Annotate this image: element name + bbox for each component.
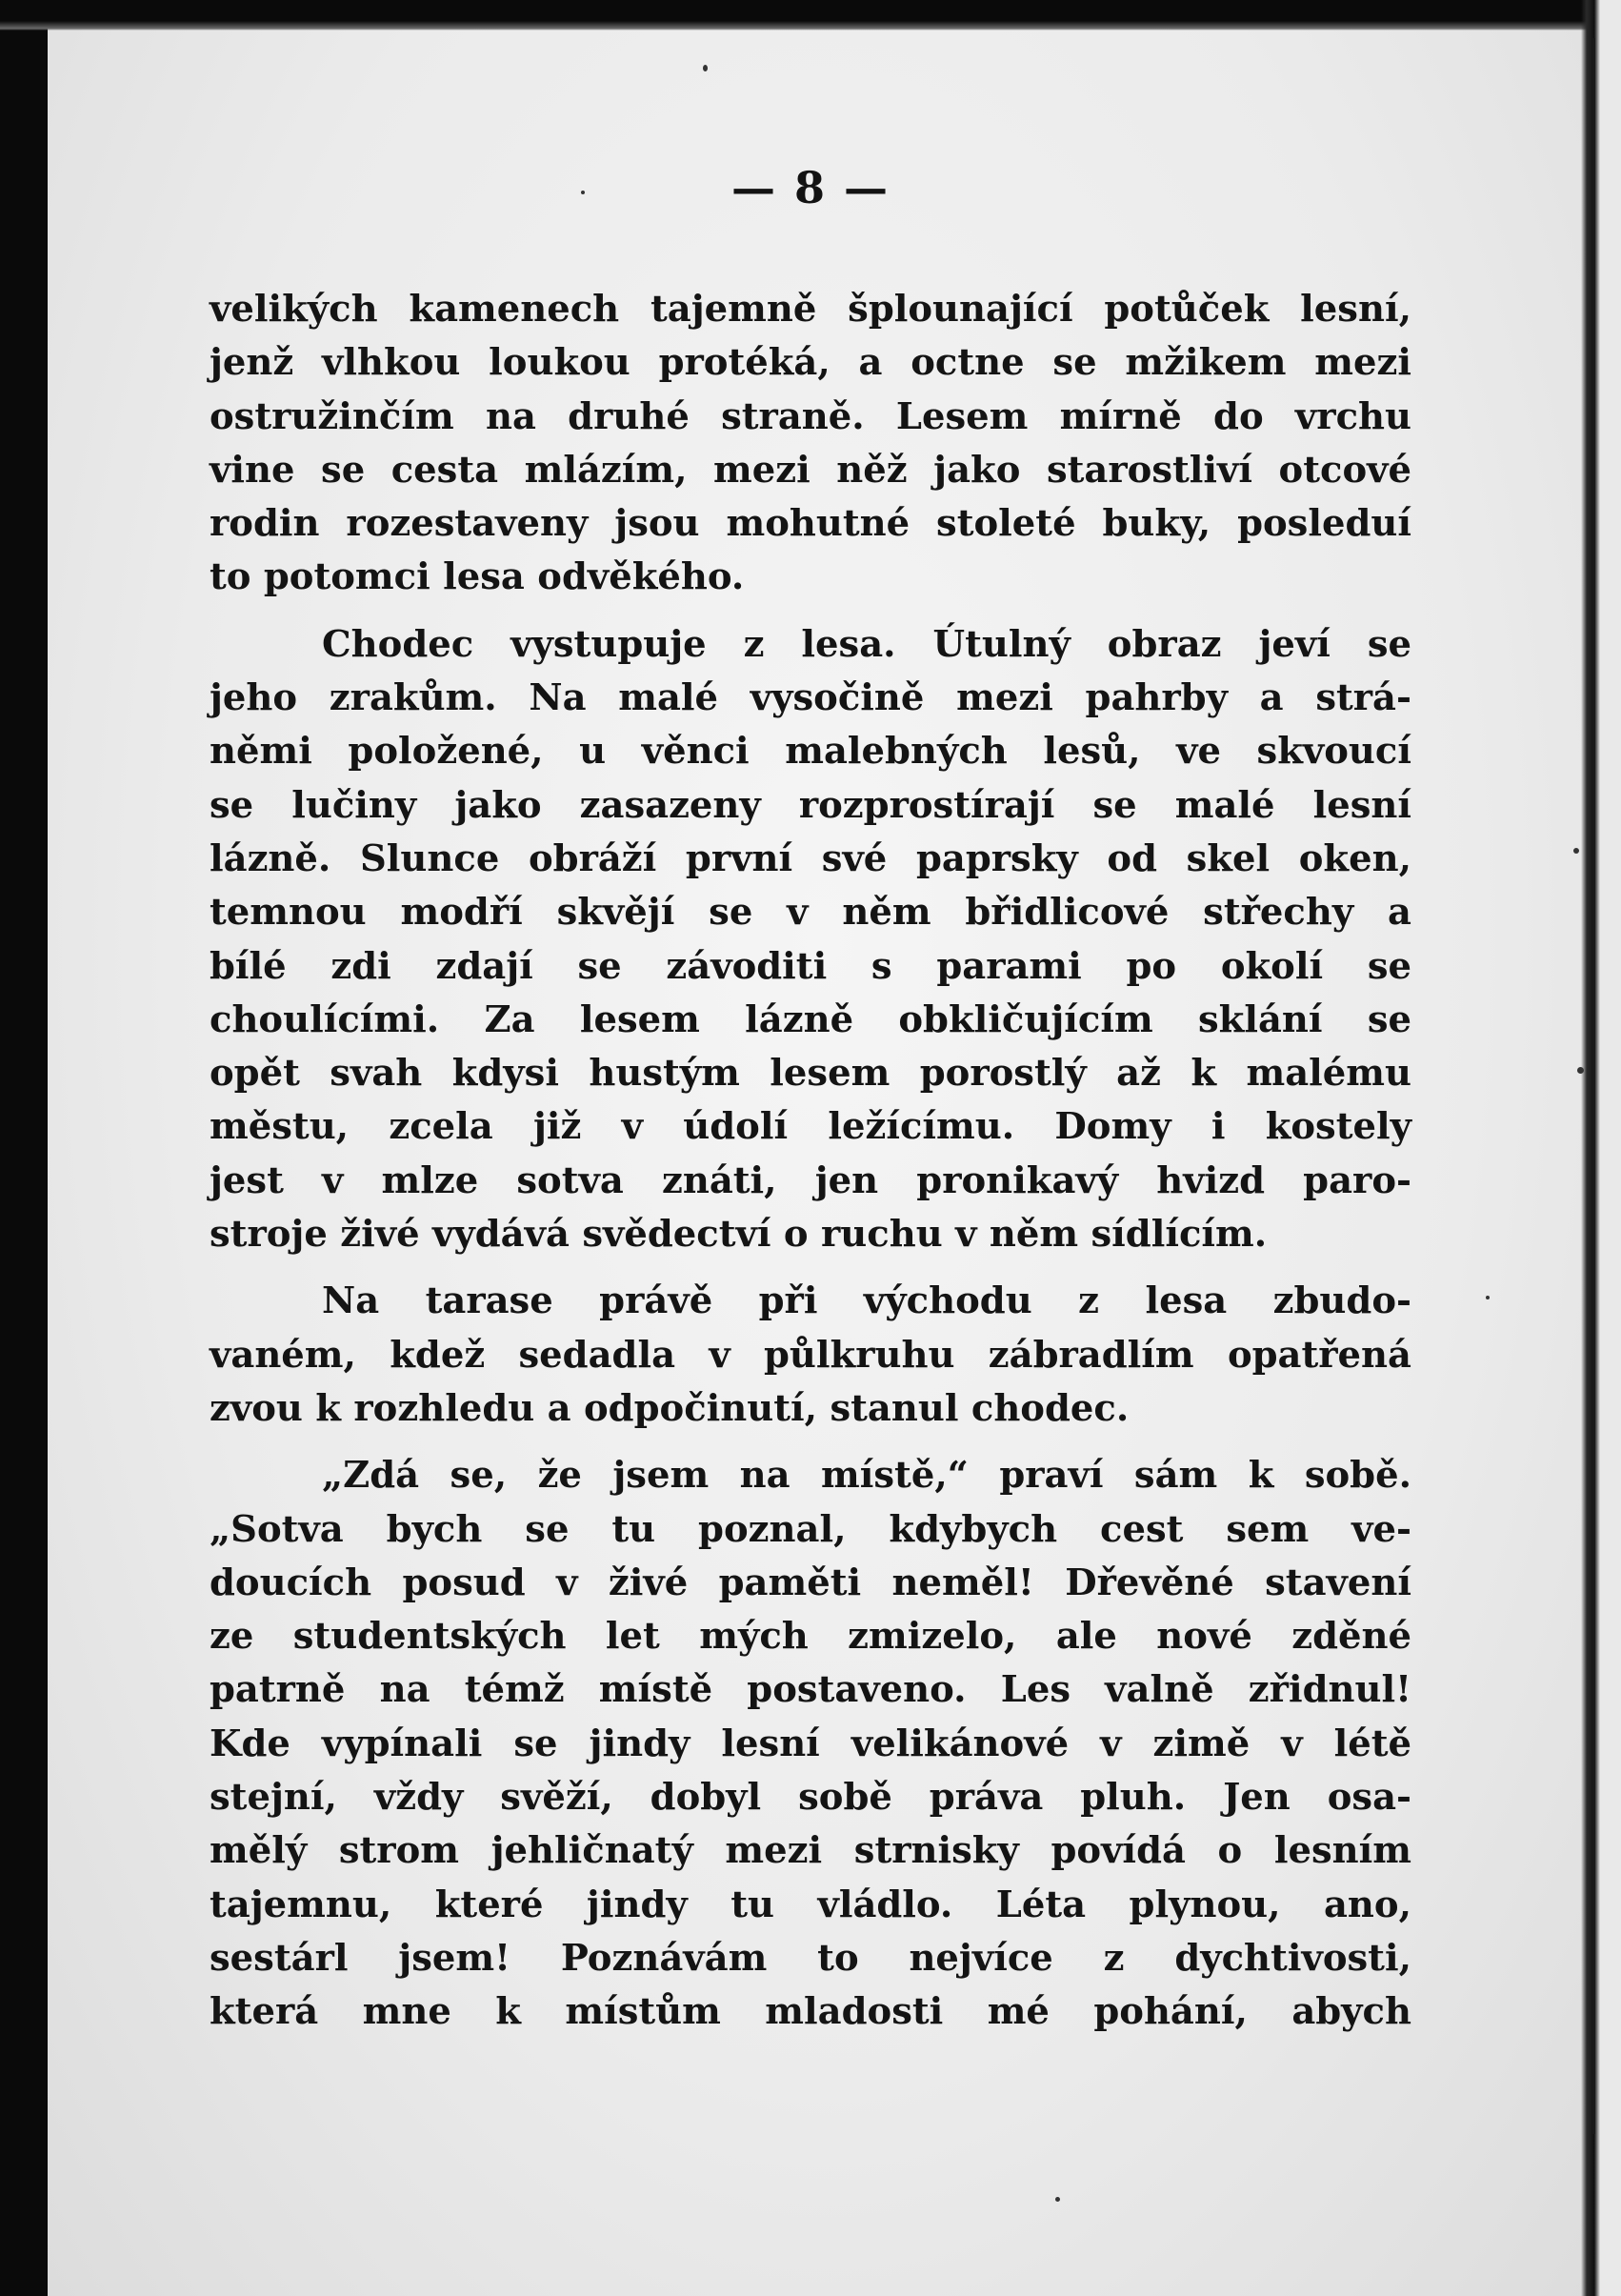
text-line: tajemnu, které jindy tu vládlo. Léta plynou, ano, xyxy=(210,1883,1411,1926)
text-line: která mne k místům mladosti mé pohání, abych xyxy=(210,1990,1411,2034)
scan-speck xyxy=(1055,2197,1060,2202)
text-line: stejní, vždy svěží, dobyl sobě práva pluh. Jen osa- xyxy=(210,1776,1411,1820)
scan-speck xyxy=(1486,1296,1490,1299)
scan-speck xyxy=(1577,1067,1584,1074)
text-line: vine se cesta mlázím, mezi něž jako starostliví otcové xyxy=(210,448,1411,492)
body-text xyxy=(210,283,1411,2040)
text-line: velikých kamenech tajemně šplounající potůček lesní, xyxy=(210,288,1411,331)
text-line: bílé zdi zdají se závoditi s parami po okolí se xyxy=(210,944,1411,988)
paragraph-3 xyxy=(210,1275,1411,1436)
paragraph-2 xyxy=(210,618,1411,1262)
text-line: Na tarase právě při východu z lesa zbudo- xyxy=(322,1279,1411,1323)
scan-right-border xyxy=(1581,0,1621,2296)
text-line: němi položené, u věnci malebných lesů, ve skvoucí xyxy=(210,730,1411,774)
scan-top-border xyxy=(0,0,1621,30)
text-line: Chodec vystupuje z lesa. Útulný obraz jeví se xyxy=(322,622,1411,666)
text-line: městu, zcela již v údolí ležícímu. Domy i kostely xyxy=(210,1105,1411,1149)
text-line: sestárl jsem! Poznávám to nejvíce z dychtivosti, xyxy=(210,1936,1411,1980)
paragraph-1 xyxy=(210,283,1411,605)
text-line: „Sotva bych se tu poznal, kdybych cest sem ve- xyxy=(210,1507,1411,1551)
scan-speck xyxy=(1573,848,1579,854)
text-line: jenž vlhkou loukou protéká, a octne se mžikem mezi xyxy=(210,341,1411,385)
page-edge-line xyxy=(1592,38,1595,2134)
page-number-header: — 8 — xyxy=(730,162,891,213)
text-line: mělý strom jehličnatý mezi strnisky povídá o lesním xyxy=(210,1829,1411,1873)
text-line: vaném, kdež sedadla v půlkruhu zábradlím opatřená xyxy=(210,1333,1411,1377)
text-line: doucích posud v živé paměti neměl! Dřevěné stavení xyxy=(210,1561,1411,1604)
text-line: „Zdá se, že jsem na místě,“ praví sám k sobě. xyxy=(322,1454,1411,1498)
text-line: to potomci lesa odvěkého. xyxy=(210,555,745,599)
text-line: lázně. Slunce obráží první své paprsky od skel oken, xyxy=(210,836,1411,880)
scan-speck xyxy=(581,191,585,194)
text-line: se lučiny jako zasazeny rozprostírají se malé lesní xyxy=(210,783,1411,827)
text-line: temnou modří skvějí se v něm břidlicové střechy a xyxy=(210,891,1411,935)
text-line: stroje živé vydává svědectví o ruchu v něm sídlícím. xyxy=(210,1213,1268,1257)
scan-left-border xyxy=(0,0,48,2296)
text-line: ostružinčím na druhé straně. Lesem mírně do vrchu xyxy=(210,394,1411,438)
text-line: opět svah kdysi hustým lesem porostlý až k malému xyxy=(210,1052,1411,1096)
text-line: jest v mlze sotva znáti, jen pronikavý hvizd paro- xyxy=(210,1158,1411,1202)
text-line: patrně na témž místě postaveno. Les valně zřidnul! xyxy=(210,1668,1411,1712)
text-line: Kde vypínali se jindy lesní velikánové v zimě v létě xyxy=(210,1722,1411,1765)
text-line: choulícími. Za lesem lázně obkličujícím sklání se xyxy=(210,997,1411,1041)
text-line: ze studentských let mých zmizelo, ale nové zděné xyxy=(210,1615,1411,1659)
scan-speck xyxy=(703,65,708,71)
paragraph-4 xyxy=(210,1449,1411,2039)
text-line: rodin rozestaveny jsou mohutné stoleté buky, posleduí xyxy=(210,502,1411,546)
text-line: zvou k rozhledu a odpočinutí, stanul chodec. xyxy=(210,1386,1130,1430)
text-line: jeho zrakům. Na malé vysočině mezi pahrby a strá- xyxy=(210,676,1411,720)
